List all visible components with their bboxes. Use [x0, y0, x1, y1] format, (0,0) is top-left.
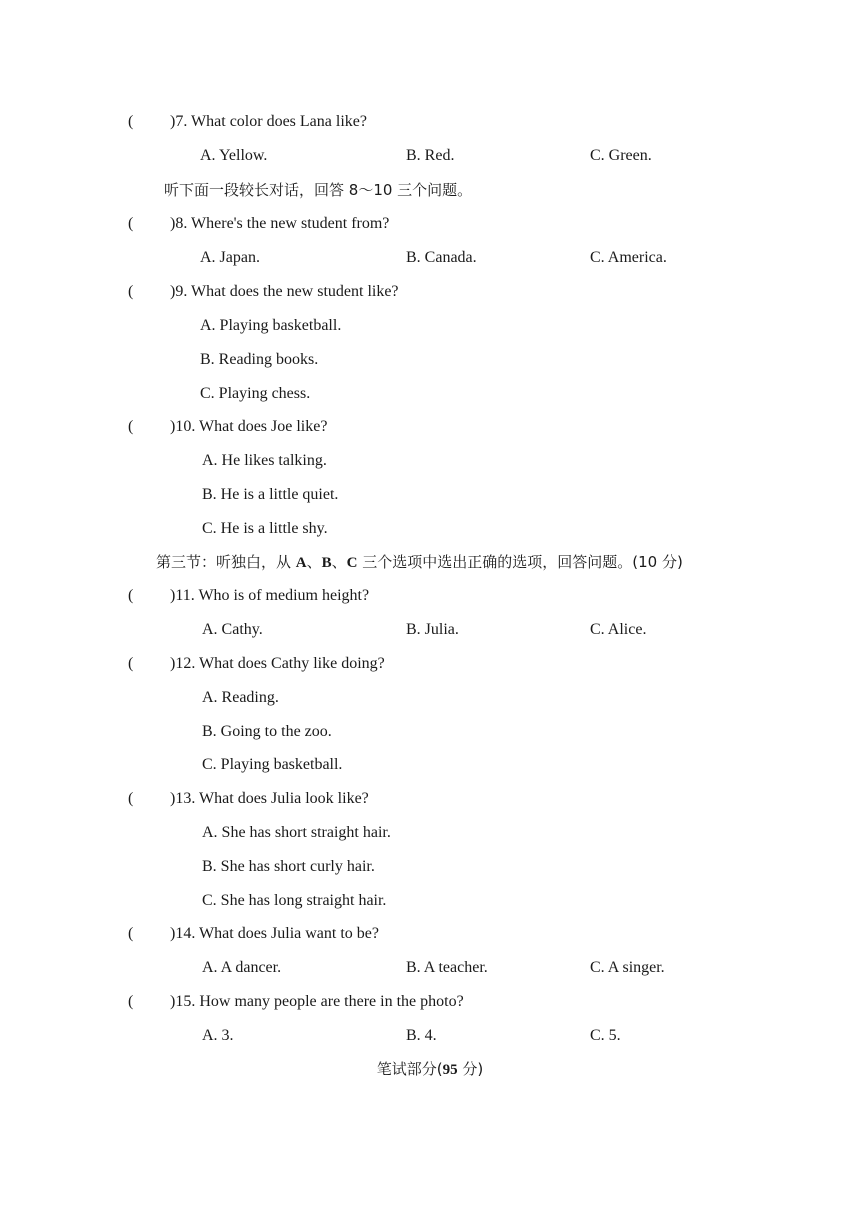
- answer-blank[interactable]: (: [128, 418, 134, 435]
- option-a: A. Reading.: [202, 689, 279, 706]
- answer-blank[interactable]: (: [128, 655, 134, 672]
- written-part-heading: 笔试部分(95 分): [376, 1060, 484, 1078]
- option-c: C. America.: [590, 249, 667, 266]
- option-c: C. Playing chess.: [200, 385, 311, 402]
- answer-blank[interactable]: (: [128, 113, 134, 130]
- option-b: B. 4.: [406, 1027, 437, 1044]
- option-c: C. 5.: [590, 1027, 621, 1044]
- option-a: A. She has short straight hair.: [202, 824, 391, 841]
- option-b: B. Reading books.: [200, 351, 319, 368]
- question-8: )8. Where's the new student from?: [170, 215, 390, 232]
- option-b: B. She has short curly hair.: [202, 858, 375, 875]
- question-12: )12. What does Cathy like doing?: [170, 655, 385, 672]
- option-b: B. Julia.: [406, 621, 459, 638]
- option-c: C. She has long straight hair.: [202, 892, 387, 909]
- answer-blank[interactable]: (: [128, 587, 134, 604]
- option-a: A. Yellow.: [200, 147, 268, 164]
- option-b: B. Red.: [406, 147, 455, 164]
- answer-blank[interactable]: (: [128, 993, 134, 1010]
- option-c: C. A singer.: [590, 959, 665, 976]
- answer-blank[interactable]: (: [128, 283, 134, 300]
- option-b: B. A teacher.: [406, 959, 488, 976]
- answer-blank[interactable]: (: [128, 925, 134, 942]
- option-a: A. Japan.: [200, 249, 260, 266]
- question-15: )15. How many people are there in the photo?: [170, 993, 464, 1010]
- option-a: A. 3.: [202, 1027, 234, 1044]
- option-a: A. A dancer.: [202, 959, 282, 976]
- option-c: C. He is a little shy.: [202, 520, 328, 537]
- long-dialogue-instruction: 听下面一段较长对话，回答 8～10 三个问题。: [164, 181, 473, 199]
- question-11: )11. Who is of medium height?: [170, 587, 370, 604]
- question-9: )9. What does the new student like?: [170, 283, 399, 300]
- question-10: )10. What does Joe like?: [170, 418, 328, 435]
- question-7: )7. What color does Lana like?: [170, 113, 367, 130]
- option-b: B. Canada.: [406, 249, 477, 266]
- option-b: B. He is a little quiet.: [202, 486, 339, 503]
- question-14: )14. What does Julia want to be?: [170, 925, 379, 942]
- section-3-instruction: 第三节：听独白，从 A、B、C 三个选项中选出正确的选项，回答问题。(10 分): [156, 553, 683, 571]
- option-a: A. He likes talking.: [202, 452, 327, 469]
- option-c: C. Green.: [590, 147, 652, 164]
- question-13: )13. What does Julia look like?: [170, 790, 369, 807]
- option-b: B. Going to the zoo.: [202, 723, 332, 740]
- option-c: C. Alice.: [590, 621, 647, 638]
- option-c: C. Playing basketball.: [202, 756, 343, 773]
- option-a: A. Playing basketball.: [200, 317, 342, 334]
- option-a: A. Cathy.: [202, 621, 263, 638]
- answer-blank[interactable]: (: [128, 790, 134, 807]
- answer-blank[interactable]: (: [128, 215, 134, 232]
